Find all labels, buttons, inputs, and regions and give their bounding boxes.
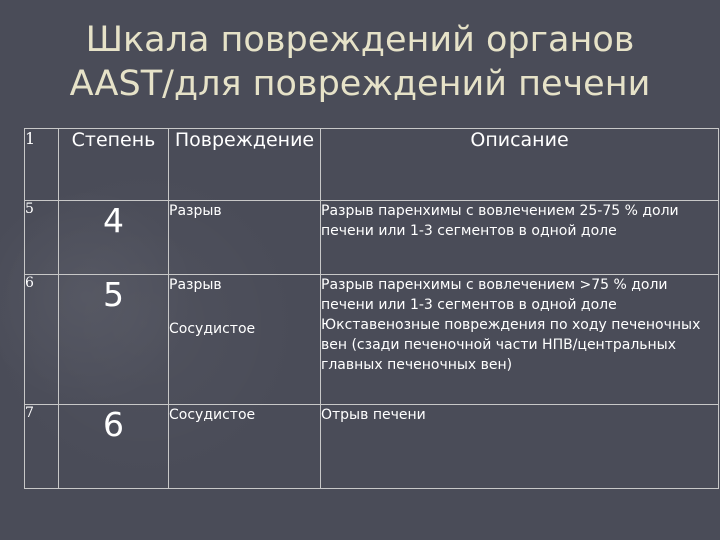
injury-type: Сосудистое bbox=[169, 407, 256, 423]
slide-title-line-1: Шкала повреждений органов bbox=[85, 20, 635, 60]
header-injury-cell: Повреждение bbox=[169, 129, 321, 201]
injury-type: Разрыв bbox=[169, 277, 222, 293]
injury-cell bbox=[169, 275, 321, 405]
table-row bbox=[25, 405, 719, 489]
header-description-cell: Описание bbox=[321, 129, 719, 201]
liver-injury-scale-table bbox=[24, 128, 719, 489]
injury-type-secondary: Сосудистое bbox=[169, 321, 256, 337]
grade-cell: 5 bbox=[59, 275, 169, 405]
injury-cell bbox=[169, 405, 321, 489]
header-number-cell: 1 bbox=[25, 129, 59, 201]
grade-cell: 6 bbox=[59, 405, 169, 489]
row-number-cell: 5 bbox=[25, 201, 59, 275]
row-number-cell: 6 bbox=[25, 275, 59, 405]
row-number-cell: 7 bbox=[25, 405, 59, 489]
grade-cell: 4 bbox=[59, 201, 169, 275]
table-row bbox=[25, 275, 719, 405]
injury-cell bbox=[169, 201, 321, 275]
table-row bbox=[25, 201, 719, 275]
description-cell: Разрыв паренхимы с вовлечением 25-75 % доли печени или 1-3 сегментов в одной доле bbox=[321, 201, 719, 275]
slide-title-line-2: AAST/для повреждений печени bbox=[69, 64, 651, 104]
description-cell: Отрыв печени bbox=[321, 405, 719, 489]
injury-type: Разрыв bbox=[169, 203, 222, 219]
description-cell: Разрыв паренхимы с вовлечением >75 % доли печени или 1-3 сегментов в одной доле Юкставенозные повреждения по ходу печеночных вен (сзади печеночной части НПВ/центральных главных печеночных вен) bbox=[321, 275, 719, 405]
slide-title bbox=[0, 18, 720, 106]
table-header-row bbox=[25, 129, 719, 201]
header-grade-cell: Степень bbox=[59, 129, 169, 201]
